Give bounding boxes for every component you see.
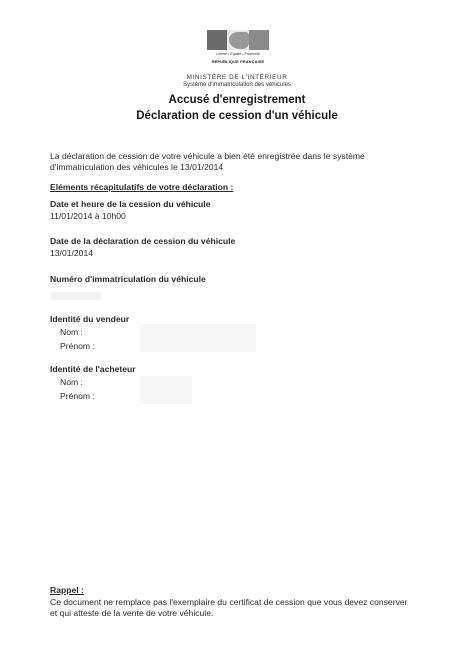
vendeur-nom-label: Nom : xyxy=(60,327,83,337)
acheteur-prenom-label: Prénom : xyxy=(60,391,95,401)
intro-line-2: d'immatriculation des véhicules le 13/01/2014 xyxy=(50,162,224,172)
rappel-line-2: et qui atteste de la vente de votre véhicule. xyxy=(50,608,214,618)
ministry-name: MINISTÈRE DE L'INTÉRIEUR xyxy=(186,74,288,81)
rappel-paragraph xyxy=(50,597,450,619)
date-declaration-value: 13/01/2014 xyxy=(50,248,94,258)
marianne-logo xyxy=(207,30,269,70)
document-title: Accusé d'enregistrement xyxy=(168,94,306,106)
acheteur-redacted xyxy=(140,376,192,404)
date-cession-label: Date et heure de la cession du véhicule xyxy=(50,199,211,209)
immatriculation-label: Numéro d'immatriculation du véhicule xyxy=(50,274,206,284)
immatriculation-redacted xyxy=(50,292,102,300)
logo-motto: Liberté • Égalité • Fraternité xyxy=(216,52,260,56)
acheteur-label: Identité de l'acheteur xyxy=(50,364,136,374)
vendeur-redacted xyxy=(140,324,256,352)
intro-line-1: La déclaration de cession de votre véhicule a bien été enregistrée dans le système xyxy=(50,151,365,161)
acheteur-nom-label: Nom : xyxy=(60,377,83,387)
vendeur-prenom-label: Prénom : xyxy=(60,341,95,351)
date-cession-value: 11/01/2014 à 10h00 xyxy=(50,211,126,221)
logo-republique: RÉPUBLIQUE FRANÇAISE xyxy=(211,59,265,64)
summary-heading: Eléments récapitulatifs de votre déclaration : xyxy=(50,182,234,192)
rappel-line-1: Ce document ne remplace pas l'exemplaire du certificat de cession que vous devez conserver xyxy=(50,597,408,607)
intro-paragraph xyxy=(50,151,440,173)
rappel-label: Rappel : xyxy=(50,585,84,595)
vendeur-label: Identité du vendeur xyxy=(50,314,130,324)
ministry-system: Système d'immatriculation des véhicules xyxy=(183,82,291,88)
document-subtitle: Déclaration de cession d'un véhicule xyxy=(136,110,338,122)
date-declaration-label: Date de la déclaration de cession du véhicule xyxy=(50,236,236,246)
republic-flag-icon xyxy=(207,30,269,50)
